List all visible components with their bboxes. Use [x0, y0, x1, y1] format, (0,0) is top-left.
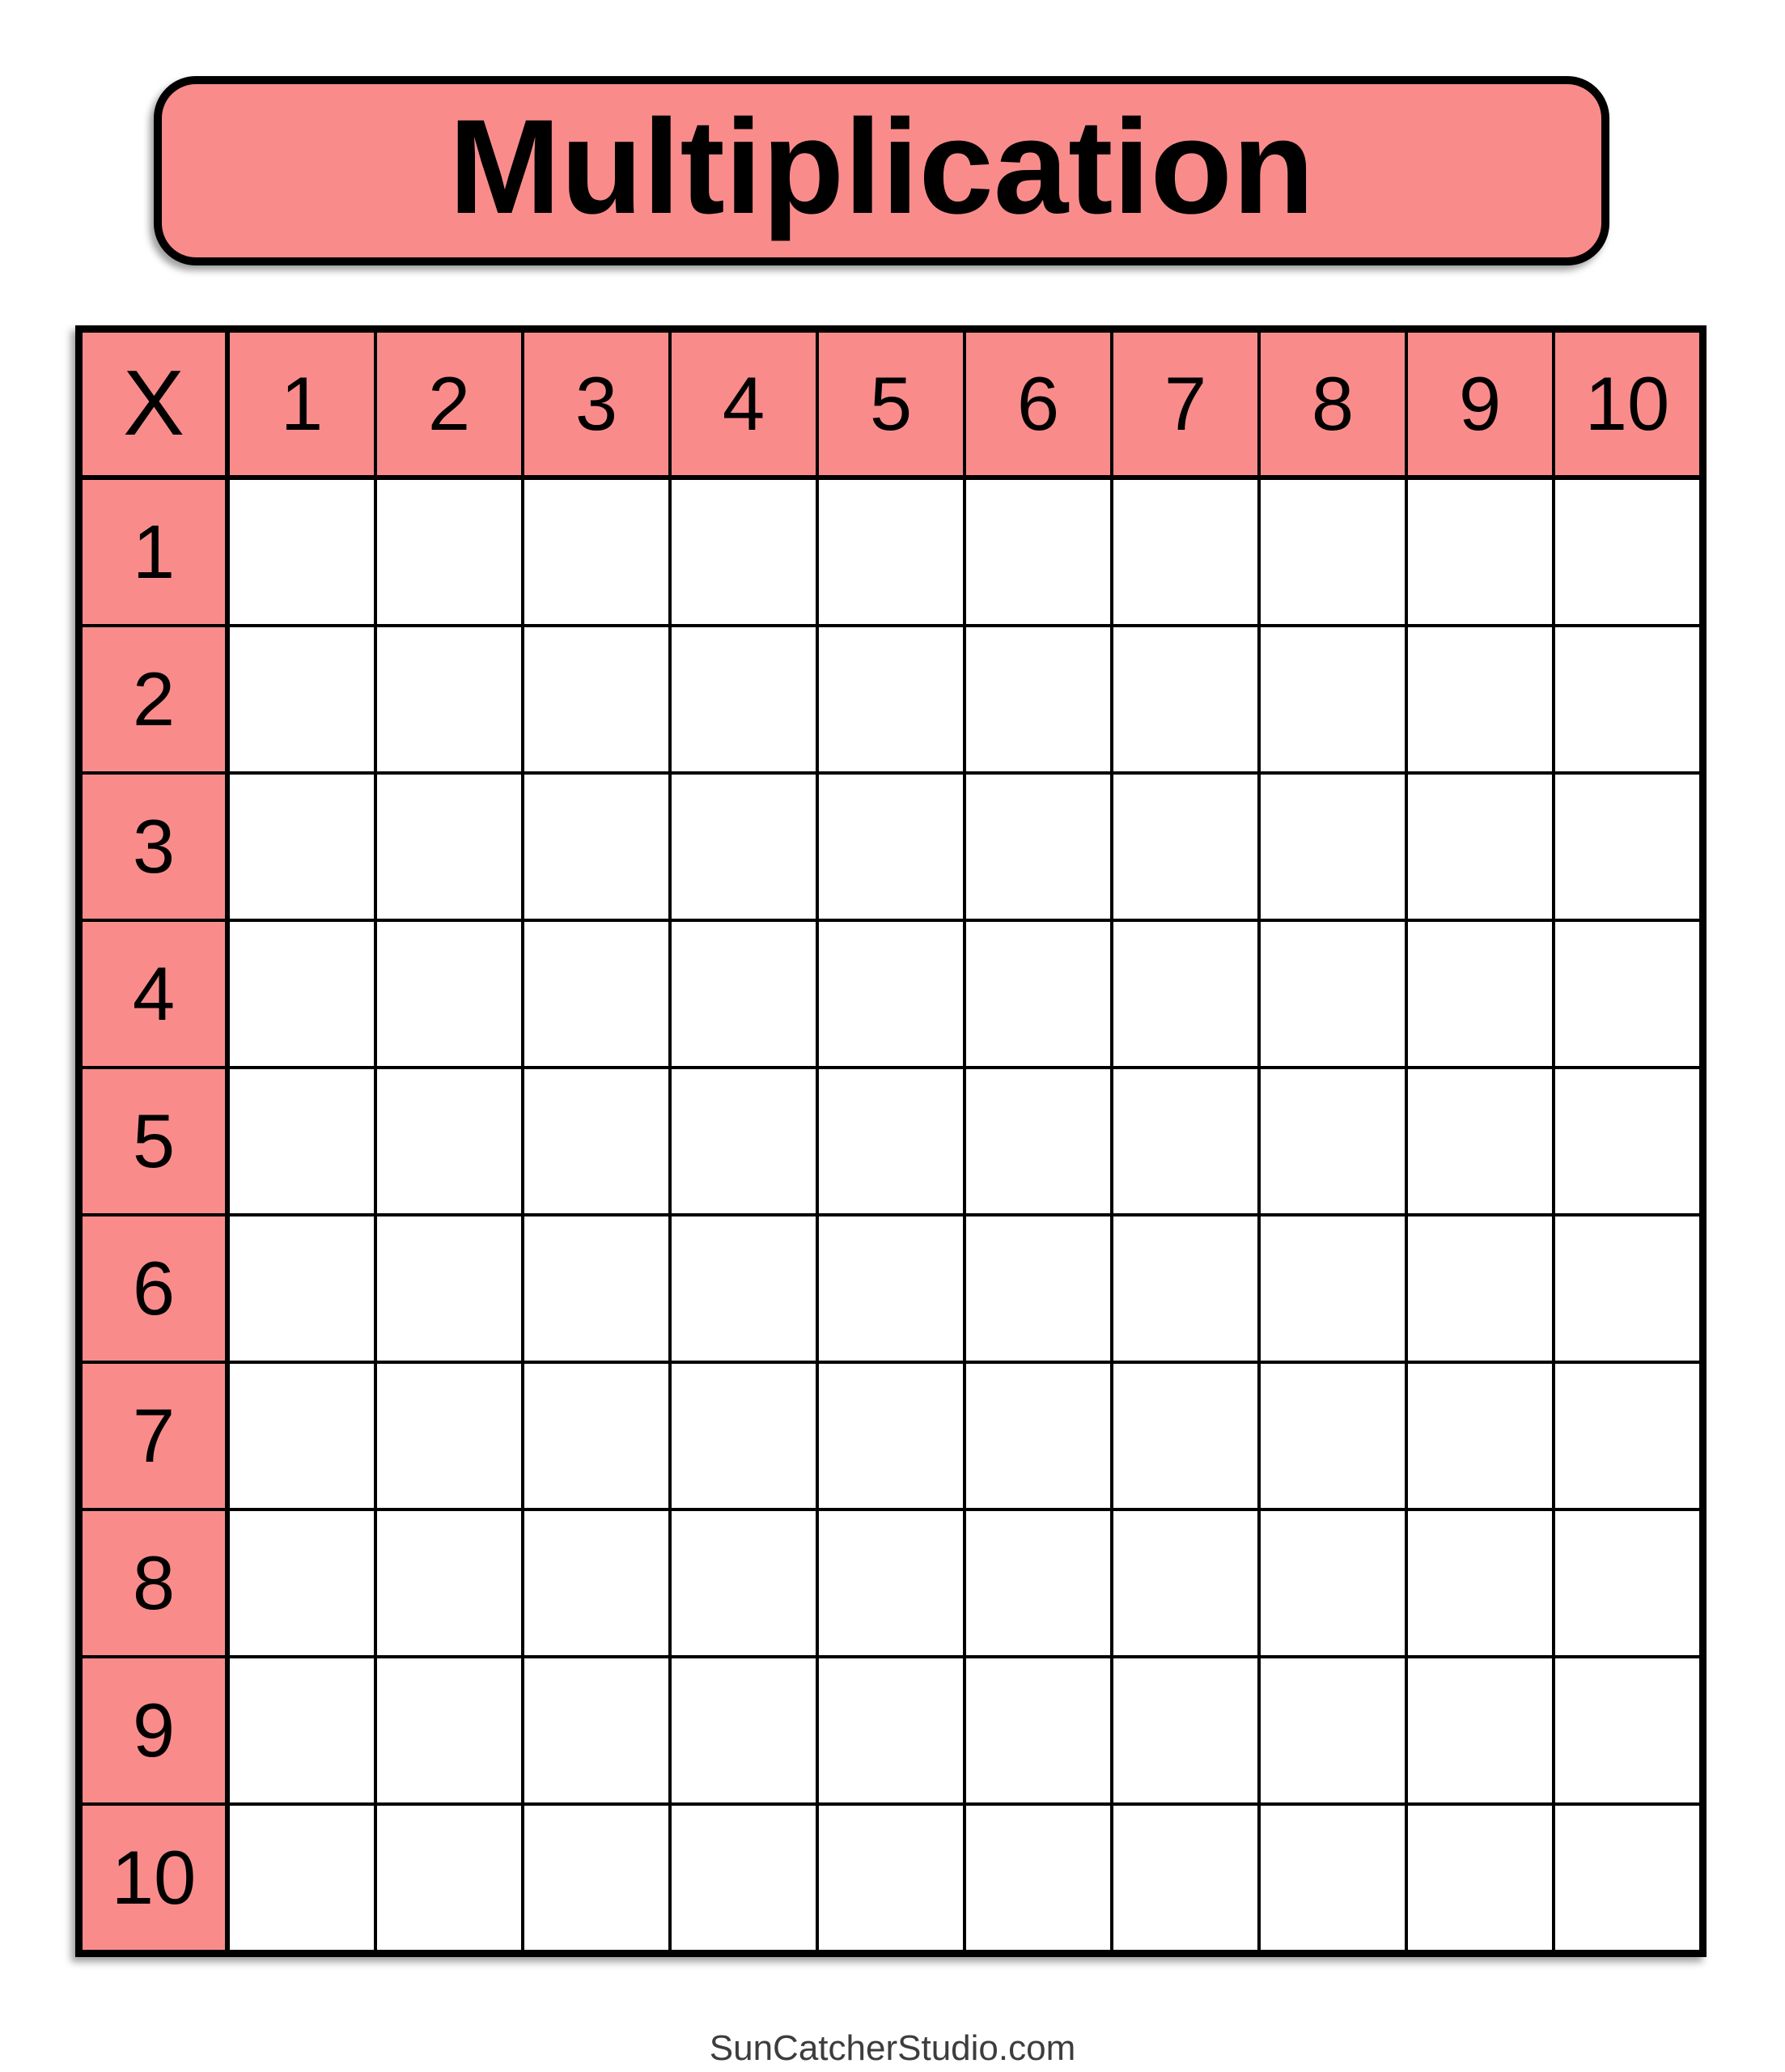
answer-cell-10x6: [966, 1806, 1110, 1950]
answer-cell-2x9: [1408, 627, 1552, 771]
answer-cell-5x2: [377, 1069, 521, 1213]
answer-cell-7x6: [966, 1364, 1110, 1508]
answer-cell-10x2: [377, 1806, 521, 1950]
answer-cell-4x7: [1113, 922, 1257, 1066]
answer-cell-3x9: [1408, 775, 1552, 919]
answer-cell-9x6: [966, 1658, 1110, 1802]
answer-cell-7x8: [1261, 1364, 1405, 1508]
answer-cell-2x4: [672, 627, 816, 771]
answer-cell-10x9: [1408, 1806, 1552, 1950]
answer-cell-1x9: [1408, 480, 1552, 624]
title-banner: [154, 76, 1609, 265]
answer-cell-9x8: [1261, 1658, 1405, 1802]
answer-cell-9x7: [1113, 1658, 1257, 1802]
column-header-cell-6: 6: [966, 333, 1110, 477]
answer-cell-1x4: [672, 480, 816, 624]
answer-cell-10x3: [524, 1806, 668, 1950]
answer-cell-6x10: [1555, 1216, 1699, 1361]
operator-symbol-cell: X: [83, 333, 227, 477]
answer-cell-7x2: [377, 1364, 521, 1508]
answer-cell-5x7: [1113, 1069, 1257, 1213]
answer-cell-3x4: [672, 775, 816, 919]
answer-cell-1x6: [966, 480, 1110, 624]
answer-cell-2x8: [1261, 627, 1405, 771]
answer-cell-10x7: [1113, 1806, 1257, 1950]
answer-cell-1x7: [1113, 480, 1257, 624]
answer-cell-5x4: [672, 1069, 816, 1213]
answer-cell-6x2: [377, 1216, 521, 1361]
answer-cell-6x7: [1113, 1216, 1257, 1361]
row-header-cell-8: 8: [83, 1511, 227, 1655]
answer-cell-7x3: [524, 1364, 668, 1508]
column-header-cell-5: 5: [819, 333, 963, 477]
answer-cell-8x2: [377, 1511, 521, 1655]
answer-cell-8x8: [1261, 1511, 1405, 1655]
answer-cell-5x10: [1555, 1069, 1699, 1213]
page-title: Multiplication: [448, 92, 1315, 242]
answer-cell-4x6: [966, 922, 1110, 1066]
answer-cell-8x1: [230, 1511, 374, 1655]
column-header-cell-8: 8: [1261, 333, 1405, 477]
answer-cell-9x3: [524, 1658, 668, 1802]
answer-cell-4x2: [377, 922, 521, 1066]
answer-cell-7x7: [1113, 1364, 1257, 1508]
answer-cell-3x6: [966, 775, 1110, 919]
answer-cell-2x10: [1555, 627, 1699, 771]
answer-cell-4x8: [1261, 922, 1405, 1066]
column-header-cell-7: 7: [1113, 333, 1257, 477]
answer-cell-4x3: [524, 922, 668, 1066]
answer-cell-10x10: [1555, 1806, 1699, 1950]
answer-cell-1x10: [1555, 480, 1699, 624]
answer-cell-4x5: [819, 922, 963, 1066]
answer-cell-6x6: [966, 1216, 1110, 1361]
answer-cell-5x8: [1261, 1069, 1405, 1213]
answer-cell-5x9: [1408, 1069, 1552, 1213]
answer-cell-9x9: [1408, 1658, 1552, 1802]
answer-cell-7x10: [1555, 1364, 1699, 1508]
answer-cell-7x5: [819, 1364, 963, 1508]
answer-cell-10x1: [230, 1806, 374, 1950]
answer-cell-4x1: [230, 922, 374, 1066]
answer-cell-8x6: [966, 1511, 1110, 1655]
answer-cell-3x10: [1555, 775, 1699, 919]
answer-cell-9x10: [1555, 1658, 1699, 1802]
answer-cell-10x4: [672, 1806, 816, 1950]
answer-cell-1x3: [524, 480, 668, 624]
answer-cell-10x5: [819, 1806, 963, 1950]
answer-cell-4x10: [1555, 922, 1699, 1066]
answer-cell-8x4: [672, 1511, 816, 1655]
answer-cell-5x1: [230, 1069, 374, 1213]
answer-cell-5x5: [819, 1069, 963, 1213]
answer-cell-4x9: [1408, 922, 1552, 1066]
row-header-cell-9: 9: [83, 1658, 227, 1802]
answer-cell-1x8: [1261, 480, 1405, 624]
answer-cell-3x8: [1261, 775, 1405, 919]
answer-cell-6x4: [672, 1216, 816, 1361]
row-header-cell-5: 5: [83, 1069, 227, 1213]
answer-cell-3x3: [524, 775, 668, 919]
answer-cell-2x1: [230, 627, 374, 771]
answer-cell-5x3: [524, 1069, 668, 1213]
answer-cell-5x6: [966, 1069, 1110, 1213]
row-header-cell-1: 1: [83, 480, 227, 624]
answer-cell-8x7: [1113, 1511, 1257, 1655]
multiplication-grid: [75, 325, 1707, 1957]
answer-cell-4x4: [672, 922, 816, 1066]
column-header-cell-3: 3: [524, 333, 668, 477]
answer-cell-8x3: [524, 1511, 668, 1655]
answer-cell-2x3: [524, 627, 668, 771]
row-header-cell-4: 4: [83, 922, 227, 1066]
answer-cell-9x1: [230, 1658, 374, 1802]
answer-cell-10x8: [1261, 1806, 1405, 1950]
answer-cell-8x10: [1555, 1511, 1699, 1655]
column-header-cell-9: 9: [1408, 333, 1552, 477]
row-header-cell-3: 3: [83, 775, 227, 919]
answer-cell-8x9: [1408, 1511, 1552, 1655]
column-header-cell-2: 2: [377, 333, 521, 477]
answer-cell-1x2: [377, 480, 521, 624]
answer-cell-9x5: [819, 1658, 963, 1802]
answer-cell-6x3: [524, 1216, 668, 1361]
answer-cell-2x7: [1113, 627, 1257, 771]
answer-cell-3x5: [819, 775, 963, 919]
answer-cell-1x5: [819, 480, 963, 624]
answer-cell-7x4: [672, 1364, 816, 1508]
column-header-cell-4: 4: [672, 333, 816, 477]
answer-cell-3x2: [377, 775, 521, 919]
footer-credit: SunCatcherStudio.com: [709, 2028, 1076, 2068]
answer-cell-7x9: [1408, 1364, 1552, 1508]
row-header-cell-2: 2: [83, 627, 227, 771]
answer-cell-9x2: [377, 1658, 521, 1802]
column-header-cell-10: 10: [1555, 333, 1699, 477]
answer-cell-7x1: [230, 1364, 374, 1508]
answer-cell-3x1: [230, 775, 374, 919]
answer-cell-9x4: [672, 1658, 816, 1802]
answer-cell-2x5: [819, 627, 963, 771]
answer-cell-1x1: [230, 480, 374, 624]
row-header-cell-6: 6: [83, 1216, 227, 1361]
answer-cell-6x5: [819, 1216, 963, 1361]
answer-cell-6x8: [1261, 1216, 1405, 1361]
answer-cell-2x2: [377, 627, 521, 771]
row-header-cell-10: 10: [83, 1806, 227, 1950]
answer-cell-6x1: [230, 1216, 374, 1361]
row-header-cell-7: 7: [83, 1364, 227, 1508]
column-header-cell-1: 1: [230, 333, 374, 477]
answer-cell-3x7: [1113, 775, 1257, 919]
answer-cell-8x5: [819, 1511, 963, 1655]
answer-cell-2x6: [966, 627, 1110, 771]
answer-cell-6x9: [1408, 1216, 1552, 1361]
